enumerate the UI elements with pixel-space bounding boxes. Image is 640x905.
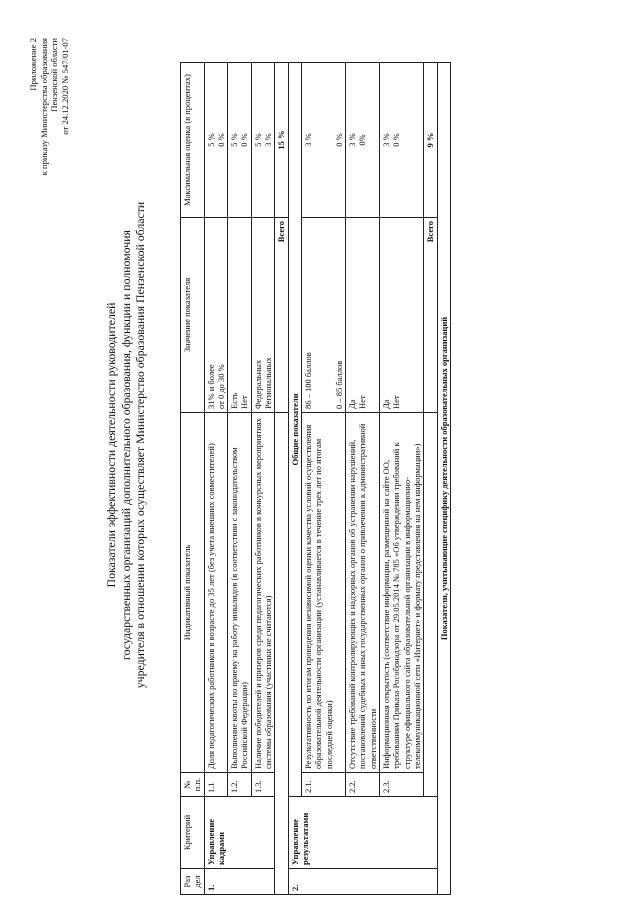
value-cell: Федеральных Региональных <box>251 218 275 413</box>
value-cell: 86 – 100 баллов 0 – 85 баллов <box>301 218 345 413</box>
appendix-line-4: от 24.12.2020 № 547/01-07 <box>59 38 70 135</box>
score-cell: 5 % 0 % <box>228 63 252 218</box>
table-row <box>380 63 424 895</box>
section-heading: Общие показатели <box>288 63 301 797</box>
header-indicator: Индикативный показатель <box>181 413 205 773</box>
total-label: Всего <box>424 218 437 413</box>
title-line-2: государственных организаций дополнительного образования, функции и полномочия <box>118 230 133 660</box>
total-spacer <box>424 413 437 797</box>
score-cell: 5 % 3 % <box>251 63 275 218</box>
section-heading: Показатели, учитывающие специфику деятельности образовательных организаций <box>437 63 450 895</box>
table-row <box>204 63 228 895</box>
indicator-cell: Доля педагогических работников в возрасте до 35 лет (без учета внешних совместителей) <box>204 413 228 773</box>
total-row <box>275 63 288 895</box>
total-value: 15 % <box>275 63 288 218</box>
indicator-cell: Отсутствие требований контролирующих и надзорных органов об устранении нарушений, постановлений судебных и иных государственных органов о привлечении к административной ответственности <box>346 413 380 773</box>
header-criterion: Критерий <box>181 797 205 869</box>
section-number: 1. <box>204 869 275 895</box>
header-value: Значение показателя <box>181 218 205 413</box>
indicator-cell: Результативность по итогам проведения независимой оценки качества условий осуществления образовательной деятельности организации (устанавливается в течение трех лет по итогам последней оценки) <box>301 413 345 773</box>
appendix-line-2: к приказу Министерства образования <box>38 38 49 176</box>
section-number: 2. <box>288 869 437 895</box>
table-row <box>228 63 252 895</box>
table-row <box>437 63 450 895</box>
value-cell: Да Нет <box>346 218 380 413</box>
score-cell: 5 % 0 % <box>204 63 228 218</box>
value-cell: Есть Нет <box>228 218 252 413</box>
document-title <box>104 165 148 725</box>
table-row <box>251 63 275 895</box>
appendix-note <box>28 38 70 175</box>
total-spacer <box>275 413 288 895</box>
appendix-line-1: Приложение 2 <box>28 38 38 91</box>
row-number: 1.1 <box>204 773 228 797</box>
appendix-line-3: Пензенской области <box>49 38 60 112</box>
total-row <box>424 63 437 895</box>
indicator-cell: Наличие победителей и призеров среди педагогических работников в конкурсных мероприятиях системы образования (участники не считаются) <box>251 413 275 773</box>
indicator-cell: Выполнение квоты по приему на работу инвалидов (в соответствии с законодательством Российской Федерации) <box>228 413 252 773</box>
criterion-cell: Управление кадрами <box>204 797 275 869</box>
value-cell: 31% и более от 0 до 30 % <box>204 218 228 413</box>
row-number: 2.2. <box>346 773 380 797</box>
table-row <box>346 63 380 895</box>
row-number: 2.3. <box>380 773 424 797</box>
row-number: 2.1. <box>301 773 345 797</box>
table-row <box>288 63 301 895</box>
total-value: 9 % <box>424 63 437 218</box>
title-line-3: учредителя в отношении которых осуществляет Министерство образования Пензенской области <box>133 201 148 689</box>
table-row <box>301 63 345 895</box>
header-section: Раз дел <box>181 869 205 895</box>
title-line-1: Показатели эффективности деятельности руководителей <box>104 302 118 588</box>
row-number: 1.3. <box>251 773 275 797</box>
row-number: 1.2. <box>228 773 252 797</box>
score-cell: 3 % 0% <box>346 63 380 218</box>
table-header-row <box>181 63 205 895</box>
value-cell: Да Нет <box>380 218 424 413</box>
total-label: Всего <box>275 218 288 413</box>
indicator-cell: Информационная открытость (соответствие информации, размещенной на сайте ОО, требованиям Приказа Рособрнадзора от 29.05.2014 № 785 «Об утверждении требований к структуре официального сайта образовательной организации в информационно-телекоммуникационной сети «Интернет» и формату представления на нем информации») <box>380 413 424 773</box>
criterion-cell: Управление результатами <box>288 797 437 869</box>
indicators-table <box>180 62 451 895</box>
score-cell: 3 % 0 % <box>380 63 424 218</box>
score-cell: 3 % 0 % <box>301 63 345 218</box>
header-num: № п.п. <box>181 773 205 797</box>
header-max-score: Максимальная оценка (в процентах) <box>181 63 205 218</box>
